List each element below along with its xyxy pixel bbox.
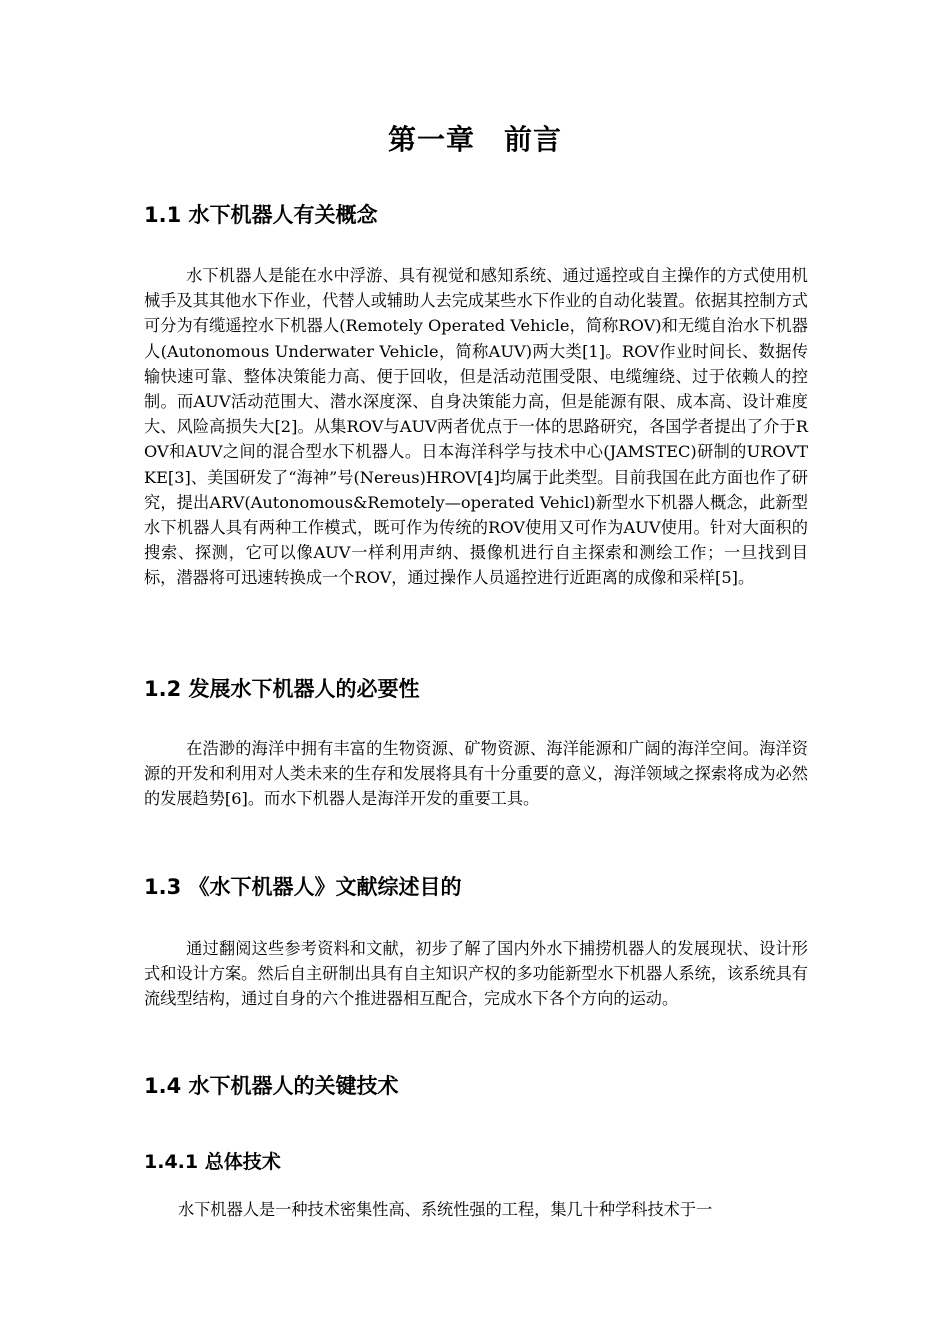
section-paragraph-1-2: 在浩渺的海洋中拥有丰富的生物资源、矿物资源、海洋能源和广阔的海洋空间。海洋资源的开发和利用对人类未来的生存和发展将具有十分重要的意义，海洋领域之探索将成为必然的发展趋势[6]。而水下机器人是海洋开发的重要工具。 [144, 739, 808, 809]
subsection-paragraph-1-4-1: 水下机器人是一种技术密集性高、系统性强的工程，集几十种学科技术于一 [178, 1200, 713, 1219]
section-heading-1-4: 1.4 水下机器人的关键技术 [144, 1074, 399, 1098]
section-heading-1-3: 1.3 《水下机器人》文献综述目的 [144, 875, 462, 899]
chapter-title: 第一章 前言 [387, 123, 562, 156]
section-heading-1-2: 1.2 发展水下机器人的必要性 [144, 677, 420, 701]
section-paragraph-1-3: 通过翻阅这些参考资料和文献，初步了解了国内外水下捕捞机器人的发展现状、设计形式和设计方案。然后自主研制出具有自主知识产权的多功能新型水下机器人系统，该系统具有流线型结构，通过自身的六个推进器相互配合，完成水下各个方向的运动。 [144, 939, 808, 1009]
section-paragraph-1-1: 水下机器人是能在水中浮游、具有视觉和感知系统、通过遥控或自主操作的方式使用机械手及其其他水下作业，代替人或辅助人去完成某些水下作业的自动化装置。依据其控制方式可分为有缆遥控水下机器人(Remotely Operated Vehicle，简称ROV)和无缆自治水下机器人(Autonomous Underwater Vehicle，简称AUV)两大类[1]。ROV作业时间长、数据传输快速可靠、整体决策能力高、便于回收，但是活动范围受限、电缆缠绕、过于依赖人的控制。而AUV活动范围大、潜水深度深、自身决策能力高，但是能源有限、成本高、设计难度大、风险高损失大[2]。从集ROV与AUV两者优点于一体的思路研究，各国学者提出了介于ROV和AUV之间的混合型水下机器人。日本海洋科学与技术中心(JAMSTEC)研制的UROVTKE[3]、美国研发了“海神”号(Nereus)HROV[4]均属于此类型。目前我国在此方面也作了研究，提出ARV(Autonomous&Remotely—operated Vehicl)新型水下机器人概念，此新型水下机器人具有两种工作模式，既可作为传统的ROV使用又可作为AUV使用。针对大面积的搜索、探测，它可以像AUV一样利用声纳、摄像机进行自主探索和测绘工作；一旦找到目标，潜器将可迅速转换成一个ROV，通过操作人员遥控进行近距离的成像和采样[5]。 [144, 266, 808, 588]
subsection-heading-1-4-1: 1.4.1 总体技术 [144, 1151, 281, 1173]
section-heading-1-1: 1.1 水下机器人有关概念 [144, 203, 378, 227]
